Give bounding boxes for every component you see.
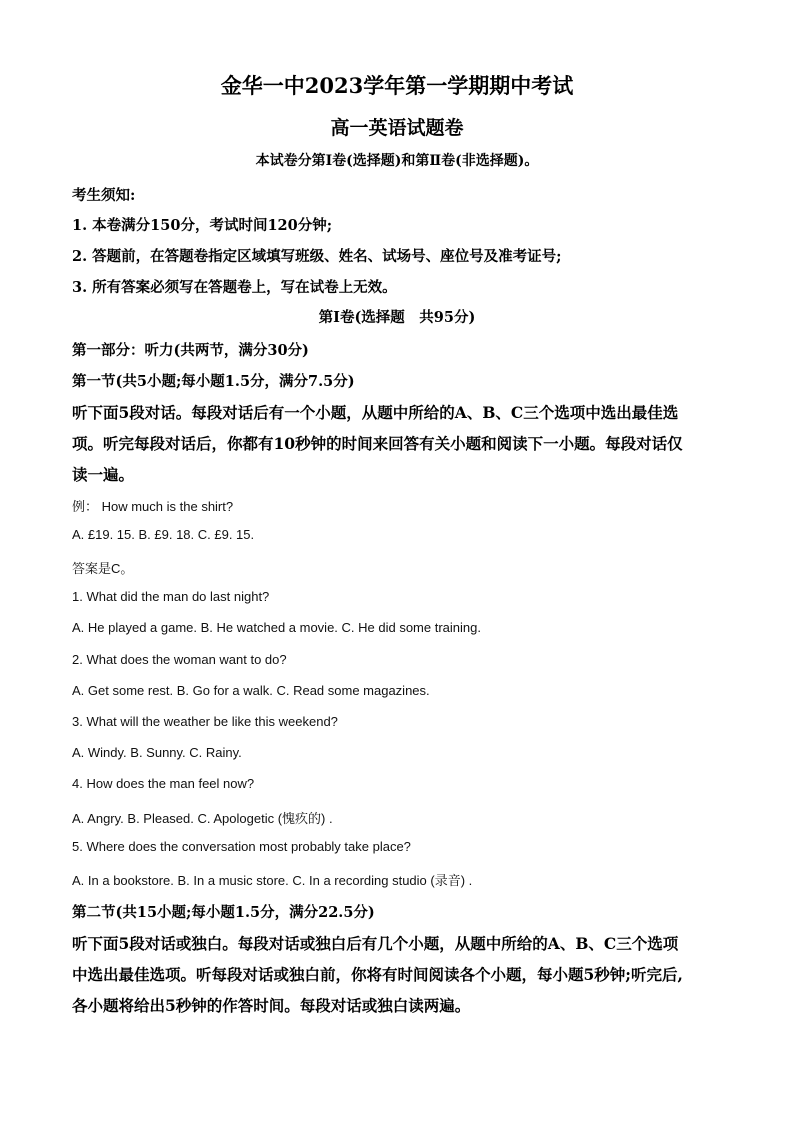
question-options: A. Angry. B. Pleased. C. Apologetic (愧疚的) . (72, 811, 333, 826)
notice-item: 3. 所有答案必须写在答题卷上，写在试卷上无效。 (72, 279, 397, 296)
question-text: 1. What did the man do last night? (72, 589, 270, 604)
instruction-line: 中选出最佳选项。听每段对话或独白前，你将有时间阅读各个小题，每小题5秒钟;听完后, (72, 965, 683, 984)
volume-heading: 第Ⅰ卷(选择题 共95分) (318, 309, 476, 326)
notice-item: 2. 答题前，在答题卷指定区域填写班级、姓名、试场号、座位号及准考证号; (72, 248, 562, 265)
instruction-line: 读一遍。 (72, 465, 135, 484)
question-options: A. Get some rest. B. Go for a walk. C. Read some magazines. (72, 683, 430, 698)
instruction-line: 听下面5段对话或独白。每段对话或独白后有几个小题，从题中所给的A、B、C三个选项 (72, 934, 679, 953)
question-text: 5. Where does the conversation most probably take place? (72, 839, 411, 854)
part-title: 第一部分：听力(共两节，满分30分) (72, 342, 309, 359)
example-answer: 答案是C。 (72, 561, 134, 576)
instruction-line: 听下面5段对话。每段对话后有一个小题，从题中所给的A、B、C三个选项中选出最佳选 (72, 403, 679, 422)
question-text: 3. What will the weather be like this weekend? (72, 714, 338, 729)
notice-heading: 考生须知: (72, 187, 136, 204)
section-title: 第一节(共5小题;每小题1.5分，满分7.5分) (72, 373, 355, 390)
question-text: 2. What does the woman want to do? (72, 652, 287, 667)
instruction-line: 各小题将给出5秒钟的作答时间。每段对话或独白读两遍。 (72, 996, 471, 1015)
example-question: 例： How much is the shirt? (72, 499, 234, 514)
question-text: 4. How does the man feel now? (72, 776, 255, 791)
example-options: A. £19. 15. B. £9. 18. C. £9. 15. (72, 527, 255, 542)
question-options: A. Windy. B. Sunny. C. Rainy. (72, 745, 242, 760)
notice-item: 1. 本卷满分150分，考试时间120分钟; (72, 217, 333, 234)
exam-title: 金华一中2023学年第一学期期中考试 (220, 73, 574, 98)
section-title: 第二节(共15小题;每小题1.5分，满分22.5分) (72, 904, 375, 921)
exam-subtitle: 高一英语试题卷 (330, 117, 464, 139)
instruction-line: 项。听完每段对话后，你都有10秒钟的时间来回答有关小题和阅读下一小题。每段对话仅 (72, 434, 683, 453)
question-options: A. He played a game. B. He watched a movie. C. He did some training. (72, 620, 481, 635)
exam-intro: 本试卷分第Ⅰ卷(选择题)和第Ⅱ卷(非选择题)。 (255, 153, 539, 169)
question-options: A. In a bookstore. B. In a music store. C. In a recording studio (录音) . (72, 873, 473, 888)
